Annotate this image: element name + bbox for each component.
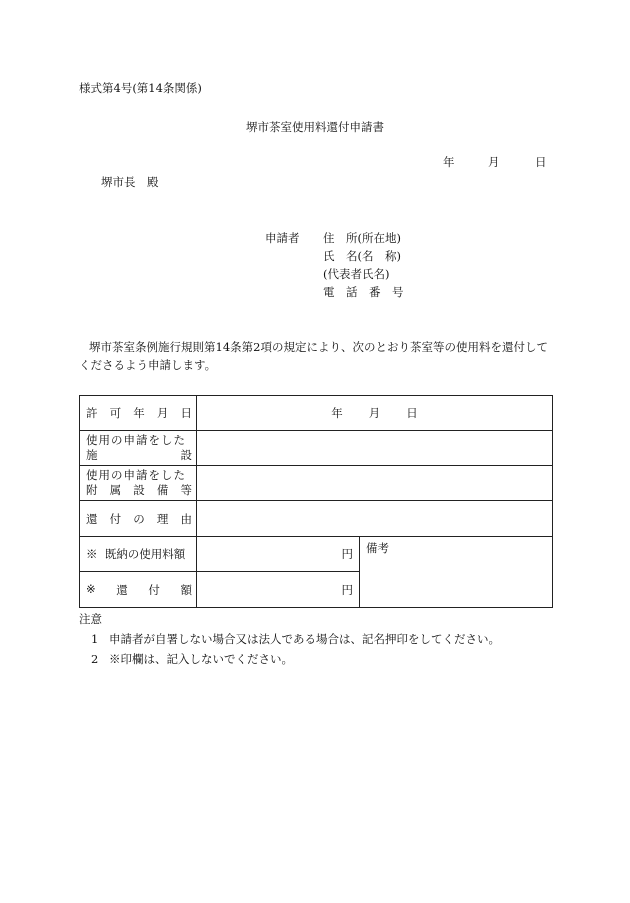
form-number: 様式第4号(第14条関係)	[79, 81, 202, 95]
notes-heading: 注意	[79, 612, 102, 626]
equipment-value[interactable]	[197, 466, 553, 501]
note-2-text: ※印欄は、記入しないでください。	[109, 652, 293, 666]
note-1-number: 1	[91, 632, 99, 646]
refund-table	[79, 395, 553, 608]
refund-unit: 円	[341, 582, 353, 597]
document-title: 堺市茶室使用料還付申請書	[246, 120, 384, 134]
facility-value[interactable]	[197, 431, 553, 466]
permit-date-label: 許 可 年 月 日	[80, 396, 197, 431]
refund-label: ※ 還 付 額	[80, 572, 197, 608]
paid-fee-unit: 円	[341, 547, 353, 561]
remarks-cell[interactable]	[360, 537, 553, 608]
reason-label: 還 付 の 理 由	[80, 501, 197, 537]
remarks-label: 備考	[366, 541, 389, 555]
permit-month: 月	[368, 406, 381, 420]
addressee: 堺市長 殿	[101, 175, 159, 189]
note-2-number: 2	[91, 652, 99, 666]
date-day: 日	[535, 155, 547, 169]
applicant-label: 申請者	[265, 231, 300, 245]
phone-label: 電 話 番 号	[323, 285, 404, 299]
refund-value[interactable]	[197, 572, 360, 608]
row-permit-date	[80, 396, 553, 431]
permit-day: 日	[406, 406, 418, 420]
equipment-label: 使用の申請をした 附 属 設 備 等	[80, 466, 197, 501]
body-text-line2: くださるよう申請します。	[79, 358, 217, 372]
row-reason	[80, 501, 553, 537]
date-month: 月	[488, 155, 500, 169]
permit-year: 年	[331, 406, 343, 420]
permit-date-value[interactable]	[197, 396, 553, 431]
representative-label: (代表者氏名)	[323, 267, 390, 281]
facility-label: 使用の申請をした 施 設	[80, 431, 197, 466]
reason-value[interactable]	[197, 501, 553, 537]
paid-fee-value[interactable]	[197, 537, 360, 572]
note-1-text: 申請者が自署しない場合又は法人である場合は、記名押印をしてください。	[109, 632, 500, 646]
paid-fee-label: ※ 既納の使用料額	[80, 537, 197, 572]
row-paid-fee	[80, 537, 553, 572]
date-year: 年	[443, 155, 455, 169]
address-label: 住 所(所在地)	[323, 231, 401, 245]
row-facility	[80, 431, 553, 466]
name-label: 氏 名(名 称)	[323, 249, 401, 263]
body-text-line1: 堺市茶室条例施行規則第14条第2項の規定により、次のとおり茶室等の使用料を還付して	[89, 340, 548, 354]
row-equipment	[80, 466, 553, 501]
